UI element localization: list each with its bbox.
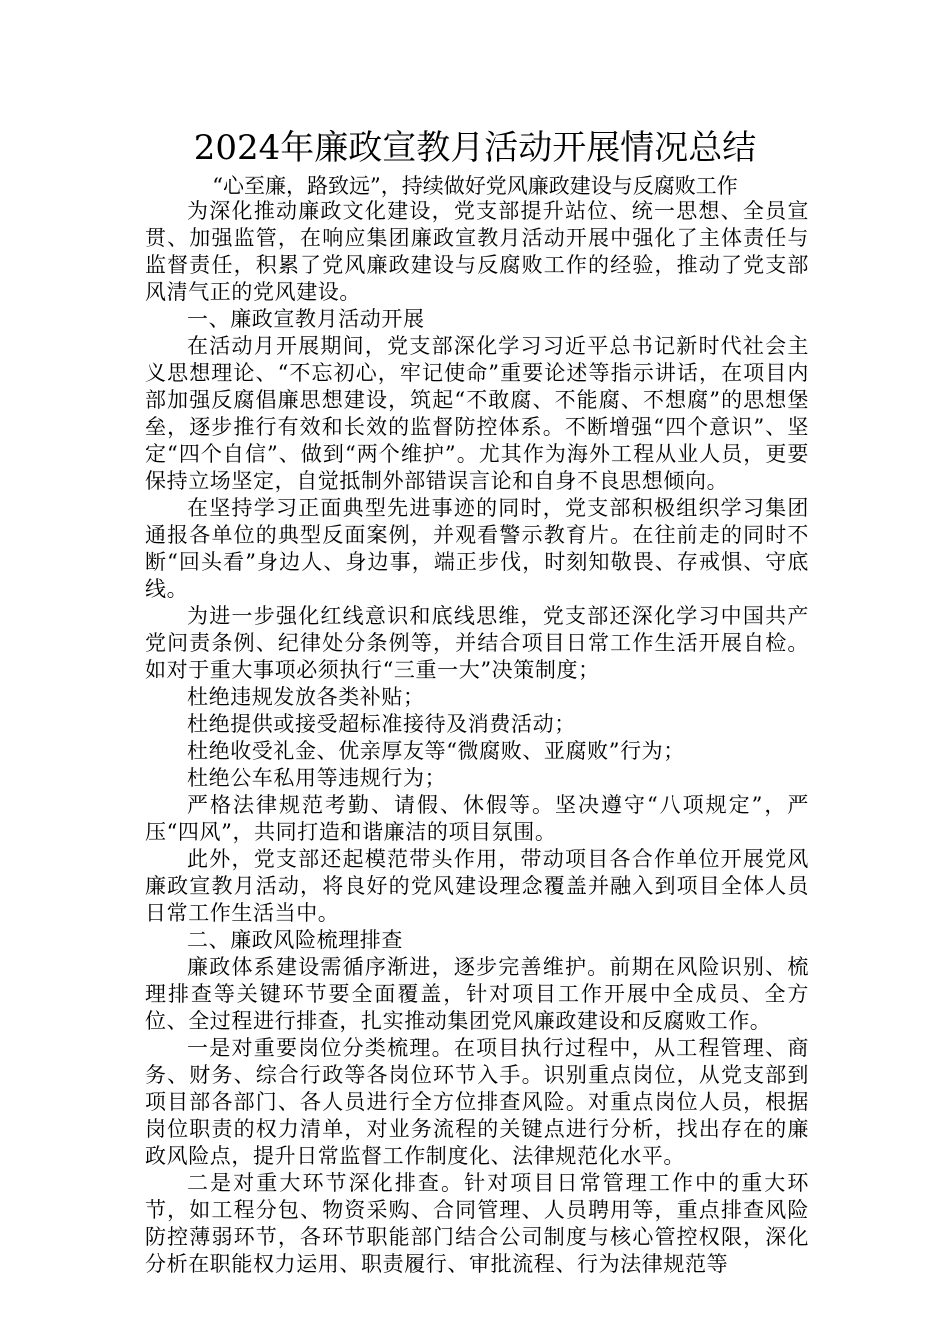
section-heading-2: 二、廉政风险梳理排查 (187, 928, 403, 952)
intro-paragraph: 为深化推动廉政文化建设，党支部提升站位、统一思想、全员宣贯、加强监管，在响应集团廉政宣教月活动开展中强化了主体责任与监督责任，积累了党风廉政建设与反腐败工作的经验，推动了党支部风清气正的党风建设。 (145, 199, 809, 304)
section-heading-1: 一、廉政宣教月活动开展 (187, 307, 425, 331)
body-paragraph: 严格法律规范考勤、请假、休假等。坚决遵守“八项规定”，严压“四风”，共同打造和谐廉洁的项目氛围。 (145, 793, 809, 844)
body-paragraph: 此外，党支部还起模范带头作用，带动项目各合作单位开展党风廉政宣教月活动，将良好的党风建设理念覆盖并融入到项目全体人员日常工作生活当中。 (145, 847, 809, 925)
body-paragraph: 在坚持学习正面典型先进事迹的同时，党支部积极组织学习集团通报各单位的典型反面案例，并观看警示教育片。在往前走的同时不断“回头看”身边人、身边事，端正步伐，时刻知敬畏、存戒惧、守底线。 (145, 496, 809, 601)
body-paragraph: 为进一步强化红线意识和底线思维，党支部还深化学习中国共产党问责条例、纪律处分条例等，并结合项目日常工作生活开展自检。如对于重大事项必须执行“三重一大”决策制度； (145, 604, 809, 682)
body-paragraph: 廉政体系建设需循序渐进，逐步完善维护。前期在风险识别、梳理排查等关键环节要全面覆盖，针对项目工作开展中全成员、全方位、全过程进行排查，扎实推动集团党风廉政建设和反腐败工作。 (145, 955, 809, 1033)
list-item: 杜绝提供或接受超标准接待及消费活动； (187, 712, 576, 736)
body-paragraph: 在活动月开展期间，党支部深化学习习近平总书记新时代社会主义思想理论、“不忘初心，牢记使命”重要论述等指示讲话，在项目内部加强反腐倡廉思想建设，筑起“不敢腐、不能腐、不想腐”的思想堡垒，逐步推行有效和长效的监督防控体系。不断增强“四个意识”、坚定“四个自信”、做到“两个维护”。尤其作为海外工程从业人员，更要保持立场坚定，自觉抵制外部错误言论和自身不良思想倾向。 (145, 334, 809, 493)
list-item: 杜绝收受礼金、优亲厚友等“微腐败、亚腐败”行为； (187, 739, 685, 763)
body-paragraph: 二是对重大环节深化排查。针对项目日常管理工作中的重大环节，如工程分包、物资采购、合同管理、人员聘用等，重点排查风险防控薄弱环节，各环节职能部门结合公司制度与核心管控权限，深化分析在职能权力运用、职责履行、审批流程、行为法律规范等 (145, 1171, 809, 1276)
list-item: 杜绝公车私用等违规行为； (187, 766, 447, 790)
list-item: 杜绝违规发放各类补贴； (187, 685, 425, 709)
document-subtitle: “心至廉，路致远”，持续做好党风廉政建设与反腐败工作 (212, 174, 738, 198)
document-title: 2024年廉政宣教月活动开展情况总结 (193, 128, 757, 168)
document-body (145, 198, 809, 1278)
body-paragraph: 一是对重要岗位分类梳理。在项目执行过程中，从工程管理、商务、财务、综合行政等各岗位环节入手。识别重点岗位，从党支部到项目部各部门、各人员进行全方位排查风险。对重点岗位人员，根据岗位职责的权力清单，对业务流程的关键点进行分析，找出存在的廉政风险点，提升日常监督工作制度化、法律规范化水平。 (145, 1036, 809, 1168)
